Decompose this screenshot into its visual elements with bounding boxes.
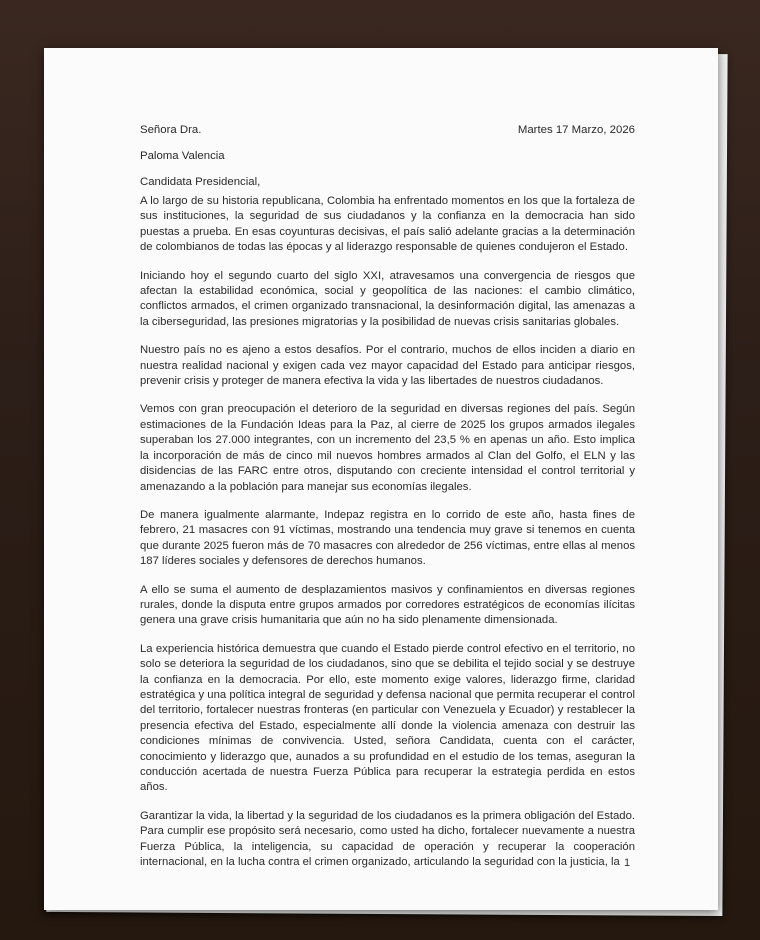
salutation-title: Señora Dra. xyxy=(140,124,202,136)
page-number: 1 xyxy=(624,857,631,869)
paragraph: A lo largo de su historia republicana, Colombia ha enfrentado momentos en los que la fortaleza de sus instituciones, la seguridad de sus ciudadanos y la confianza en la democracia han sido puestas a prueba. En esas coyunturas decisivas, el país salió adelante gracias a la determinación de colombianos de todas las épocas y al liderazgo responsable de quienes condujeron el Estado. xyxy=(140,195,635,254)
paragraph: Nuestro país no es ajeno a estos desafíos. Por el contrario, muchos de ellos inciden a diario en nuestra realidad nacional y exigen cada vez mayor capacidad del Estado para anticipar riesgos, prevenir crisis y proteger de manera efectiva la vida y las libertades de nuestros ciudadanos. xyxy=(140,344,635,388)
recipient-role: Candidata Presidencial, xyxy=(140,176,261,188)
letter-page xyxy=(44,48,718,910)
paragraph: Vemos con gran preocupación el deterioro de la seguridad en diversas regiones del país. Según estimaciones de la Fundación Ideas para la Paz, al cierre de 2025 los grupos armados ilegales superaban los 27.000 integrantes, con un incremento del 23,5 % en apenas un año. Esto implica la incorporación de más de cinco mil nuevos hombres armados al Clan del Golfo, el ELN y las disidencias de las FARC entre otros, disputando con creciente intensidad el control territorial y amenazando a la población para manejar sus economías ilegales. xyxy=(140,403,635,493)
paragraph: Garantizar la vida, la libertad y la seguridad de los ciudadanos es la primera obligación del Estado. Para cumplir ese propósito será necesario, como usted ha dicho, fortalecer nuevamente a nuestra Fuerza Pública, la inteligencia, su capacidad de operación y recuperar la cooperación internacional, en la lucha contra el crimen organizado, articulando la seguridad con la justicia, la xyxy=(140,809,635,869)
recipient-name: Paloma Valencia xyxy=(140,150,225,162)
letter-date: Martes 17 Marzo, 2026 xyxy=(517,124,635,136)
paragraph: A ello se suma el aumento de desplazamientos masivos y confinamientos en diversas regiones rurales, donde la disputa entre grupos armados por corredores estratégicos de economías ilícitas genera una grave crisis humanitaria que aún no ha sido plenamente dimensionada. xyxy=(140,583,635,627)
letter-body xyxy=(140,194,635,883)
paragraph: Iniciando hoy el segundo cuarto del siglo XXI, atravesamos una convergencia de riesgos que afectan la estabilidad económica, social y geopolítica de las naciones: el cambio climático, conflictos armados, el crimen organizado transnacional, la desinformación digital, las amenazas a la ciberseguridad, las presiones migratorias y la posibilidad de nuevas crisis sanitarias globales. xyxy=(140,269,635,328)
paragraph: De manera igualmente alarmante, Indepaz registra en lo corrido de este año, hasta fines de febrero, 21 masacres con 91 víctimas, mostrando una tendencia muy grave si tenemos en cuenta que durante 2025 fueron más de 70 masacres con alrededor de 256 víctimas, entre ellas al menos 187 líderes sociales y defensores de derechos humanos. xyxy=(140,508,635,568)
paragraph: La experiencia histórica demuestra que cuando el Estado pierde control efectivo en el territorio, no solo se deteriora la seguridad de los ciudadanos, sino que se debilita el tejido social y se destruye la confianza en la democracia. Por ello, este momento exige valores, liderazgo firme, claridad estratégica y una política integral de seguridad y defensa nacional que permita recuperar el control del territorio, fortalecer nuestras fronteras (en particular con Venezuela y Ecuador) y restablecer la presencia efectiva del Estado, especialmente allí donde la violencia amenaza con destruir las condiciones mínimas de convivencia. Usted, señora Candidata, cuenta con el carácter, conocimiento y liderazgo que, aunados a su profundidad en el estudio de los temas, aseguran la conducción acertada de nuestra Fuerza Pública para recuperar la estrategia perdida en estos años. xyxy=(140,642,635,794)
